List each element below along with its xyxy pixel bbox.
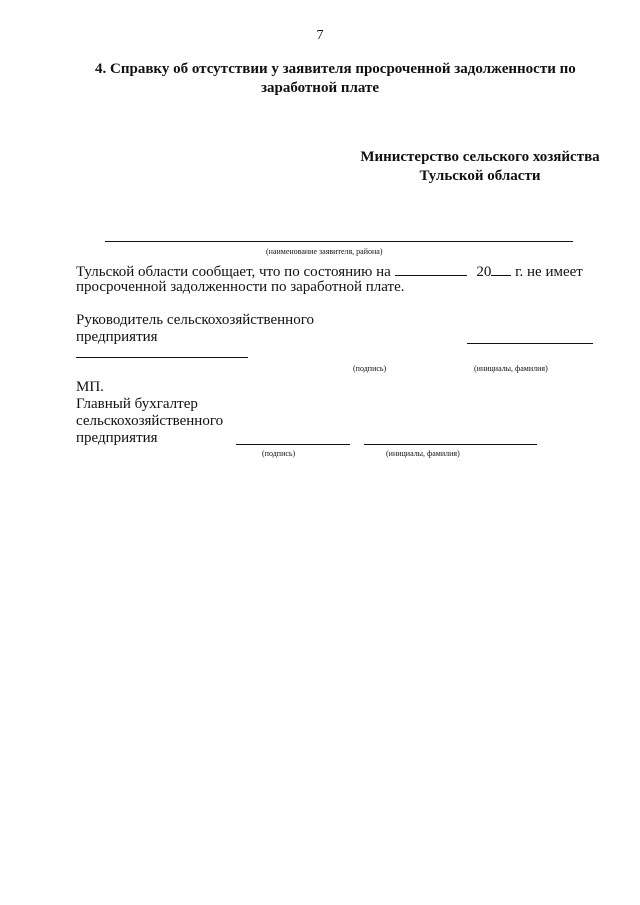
director-signature-caption: (подпись) bbox=[353, 364, 387, 373]
statement-text-end: г. не имеет bbox=[515, 264, 583, 280]
accountant-title-line-1: Главный бухгалтер bbox=[76, 396, 198, 412]
page-number: 7 bbox=[316, 28, 324, 43]
director-title-line-1: Руководитель сельскохозяйственного bbox=[76, 312, 314, 328]
year-blank bbox=[491, 262, 511, 276]
recipient-organization bbox=[340, 148, 620, 186]
applicant-name-caption: (наименование заявителя, района) bbox=[266, 247, 383, 256]
accountant-name-caption: (инициалы, фамилия) bbox=[386, 449, 460, 458]
document-heading-line-2: заработной плате bbox=[260, 80, 380, 96]
recipient-organization-line-1: Министерство сельского хозяйства bbox=[360, 149, 600, 165]
applicant-name-line bbox=[105, 241, 573, 242]
date-blank bbox=[395, 262, 467, 276]
year-prefix: 20 bbox=[476, 264, 492, 280]
accountant-signature-caption: (подпись) bbox=[262, 449, 296, 458]
director-name-caption: (инициалы, фамилия) bbox=[474, 364, 548, 373]
stamp-label: МП. bbox=[76, 379, 104, 395]
director-extra-line bbox=[76, 357, 248, 358]
accountant-signature-line bbox=[236, 444, 350, 445]
document-heading-line-1: 4. Справку об отсутствии у заявителя просроченной задолженности по bbox=[95, 61, 576, 77]
statement-line-2: просроченной задолженности по заработной плате. bbox=[76, 279, 405, 295]
accountant-title-line-2: сельскохозяйственного bbox=[76, 413, 224, 429]
recipient-organization-line-2: Тульской области bbox=[419, 168, 541, 184]
director-name-line bbox=[467, 343, 593, 344]
accountant-title-line-3: предприятия bbox=[76, 430, 158, 446]
statement-text-start: Тульской области сообщает, что по состоянию на bbox=[76, 264, 391, 280]
accountant-name-line bbox=[364, 444, 537, 445]
director-title-line-2: предприятия bbox=[76, 329, 158, 345]
